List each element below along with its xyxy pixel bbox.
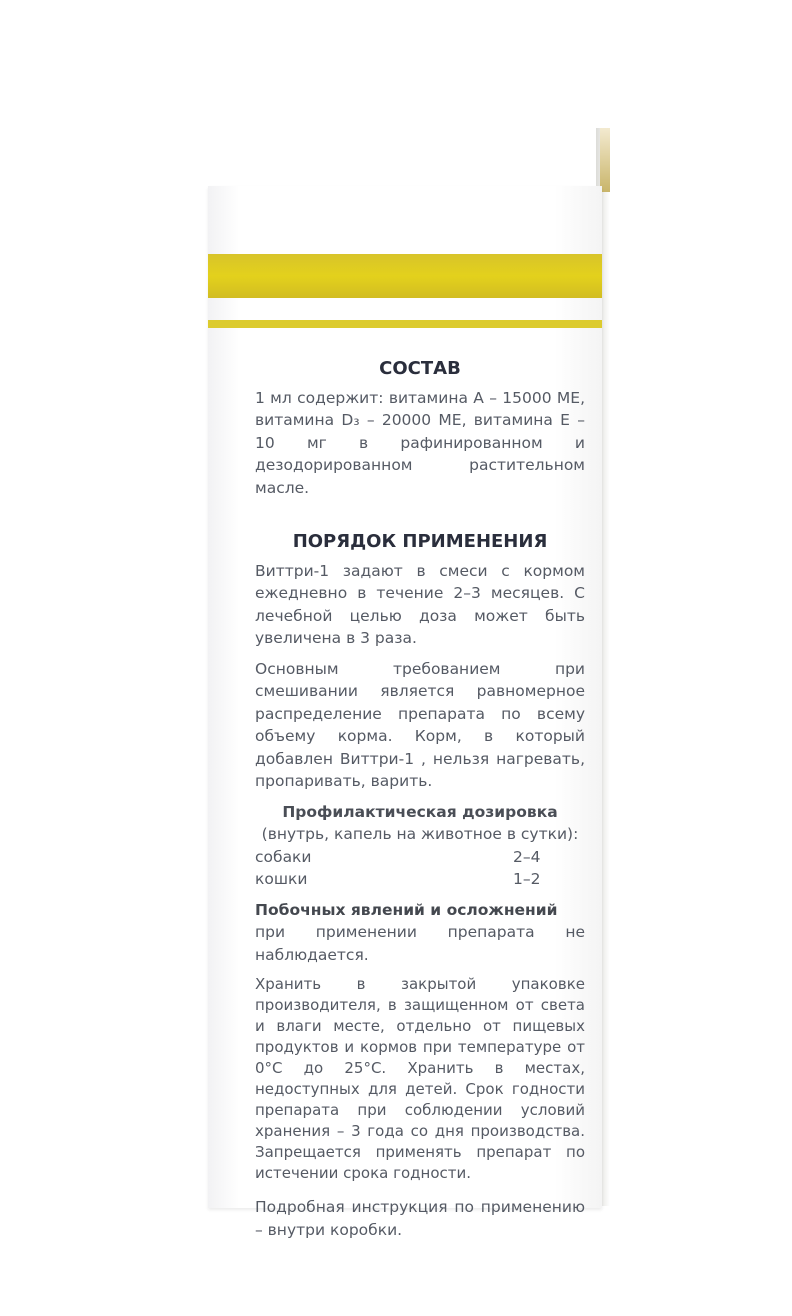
composition-text: 1 мл содержит: витамина А – 15000 МЕ, витамина D₃ – 20000 МЕ, витамина Е – 10 мг в рафинированном и дезодорированном растительном масле. <box>255 388 585 497</box>
dosage-animal: кошки <box>255 870 308 888</box>
usage-title: ПОРЯДОК ПРИМЕНЕНИЯ <box>292 531 548 552</box>
dosage-title: Профилактическая дозировка <box>282 802 558 821</box>
dosage-value: 1–2 <box>513 870 541 888</box>
label-text <box>255 358 585 1249</box>
dosage-animal: собаки <box>255 847 312 866</box>
side-effects-title: Побочных явлений и осложнений <box>255 900 558 919</box>
usage-para-2: Основным требованием при смешивании является равномерное распределение препарата по всему объему корма. Корм, в который добавлен Виттри-1 , нельзя нагревать, пропаривать, варить. <box>255 659 585 790</box>
side-effects-text: при применении препарата не наблюдается. <box>255 923 585 964</box>
yellow-stripe <box>208 254 602 298</box>
usage-para-1: Виттри-1 задают в смеси с кормом ежедневно в течение 2–3 месяцев. С лечебной целью доза может быть увеличена в 3 раза. <box>255 561 585 647</box>
dosage-note: (внутрь, капель на животное в сутки): <box>261 825 579 843</box>
dosage-row <box>255 868 585 891</box>
instructions-text: Подробная инструкция по применению – внутри коробки. <box>255 1198 585 1239</box>
dosage-value: 2–4 <box>513 847 541 866</box>
storage-text: Хранить в закрытой упаковке производителя, в защищенном от света и влаги месте, отдельно от пищевых продуктов и кормов при температуре от 0°С до 25°С. Хранить в местах, недоступных для детей. Срок годности препарата при соблюдении условий хранения – 3 года со дня производства. Запрещается применять препарат по истечении срока годности. <box>255 975 585 1182</box>
box-top-flap <box>600 128 610 192</box>
dosage-row <box>255 846 585 869</box>
product-box-side <box>208 186 602 1239</box>
yellow-thin-stripe <box>208 320 602 328</box>
composition-title: СОСТАВ <box>379 358 461 379</box>
